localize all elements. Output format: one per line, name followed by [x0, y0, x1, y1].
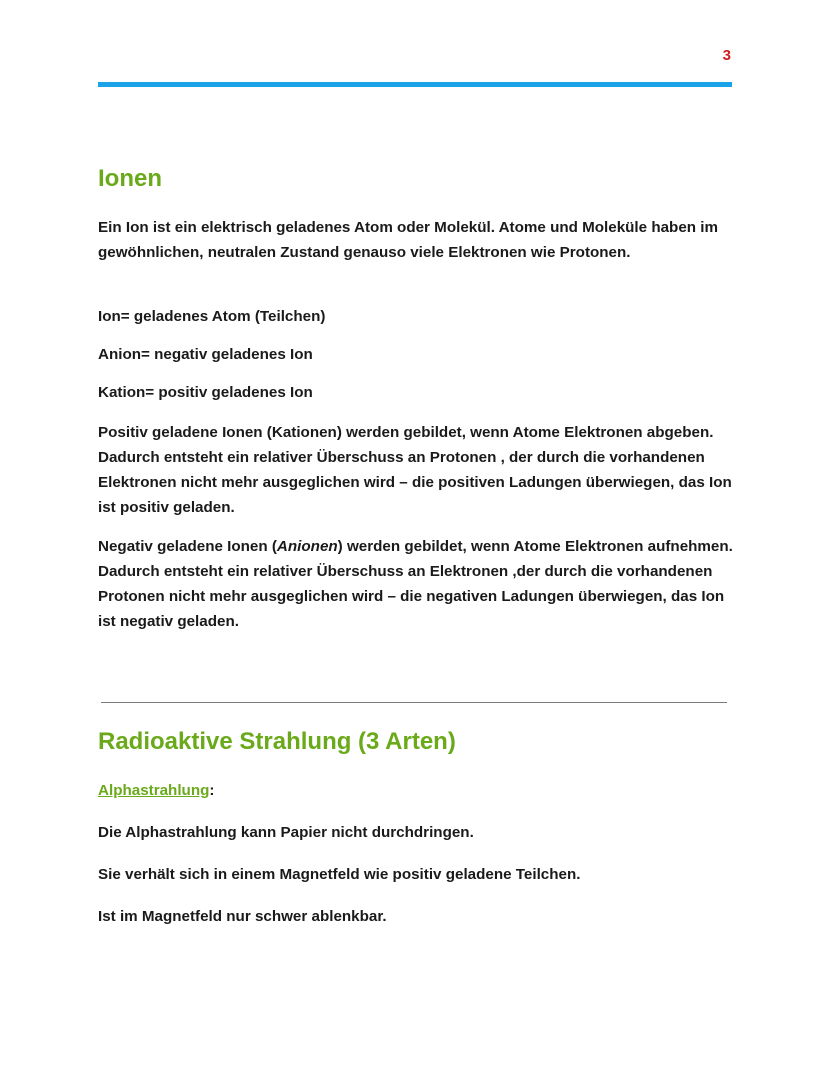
definition-anion: Anion= negativ geladenes Ion	[98, 346, 313, 363]
definition-kation: Kation= positiv geladenes Ion	[98, 384, 313, 401]
alpha-colon: :	[209, 782, 215, 799]
section-title-ionen: Ionen	[98, 165, 162, 192]
negative-text-start: Negativ geladene Ionen (	[98, 538, 277, 555]
negative-text-end: ) werden gebildet, wenn Atome Elektronen aufnehmen. Dadurch entsteht ein relativer Überschuss an Elektronen ,der durch die vorhandenen Protonen nicht mehr ausgeglichen wird – die negativen Ladungen überwiegen, das Ion ist negativ geladen.	[98, 538, 733, 630]
page-number: 3	[722, 47, 731, 64]
definition-ion: Ion= geladenes Atom (Teilchen)	[98, 308, 326, 325]
positive-ions-paragraph: Positiv geladene Ionen (Kationen) werden gebildet, wenn Atome Elektronen abgeben. Dadurch entsteht ein relativer Überschuss an Protonen , der durch die vorhandenen Elektronen nicht mehr ausgeglichen wird – die positiven Ladungen überwiegen, das Ion ist positiv geladen.	[98, 424, 732, 516]
section-divider	[101, 702, 727, 703]
negative-ions-paragraph	[98, 534, 738, 634]
alphastrahlung-link[interactable]: Alphastrahlung	[98, 782, 210, 799]
header-divider	[98, 82, 732, 87]
anionen-emphasis: Anionen	[276, 538, 338, 555]
alpha-line-3: Ist im Magnetfeld nur schwer ablenkbar.	[98, 908, 387, 925]
ionen-intro-paragraph: Ein Ion ist ein elektrisch geladenes Atom oder Molekül. Atome und Moleküle haben im gewöhnlichen, neutralen Zustand genauso viele Elektronen wie Protonen.	[98, 219, 718, 261]
section-title-radioactive: Radioaktive Strahlung (3 Arten)	[98, 728, 456, 755]
alpha-heading	[98, 780, 214, 802]
alpha-line-2: Sie verhält sich in einem Magnetfeld wie positiv geladene Teilchen.	[98, 866, 581, 883]
alpha-line-1: Die Alphastrahlung kann Papier nicht durchdringen.	[98, 824, 474, 841]
